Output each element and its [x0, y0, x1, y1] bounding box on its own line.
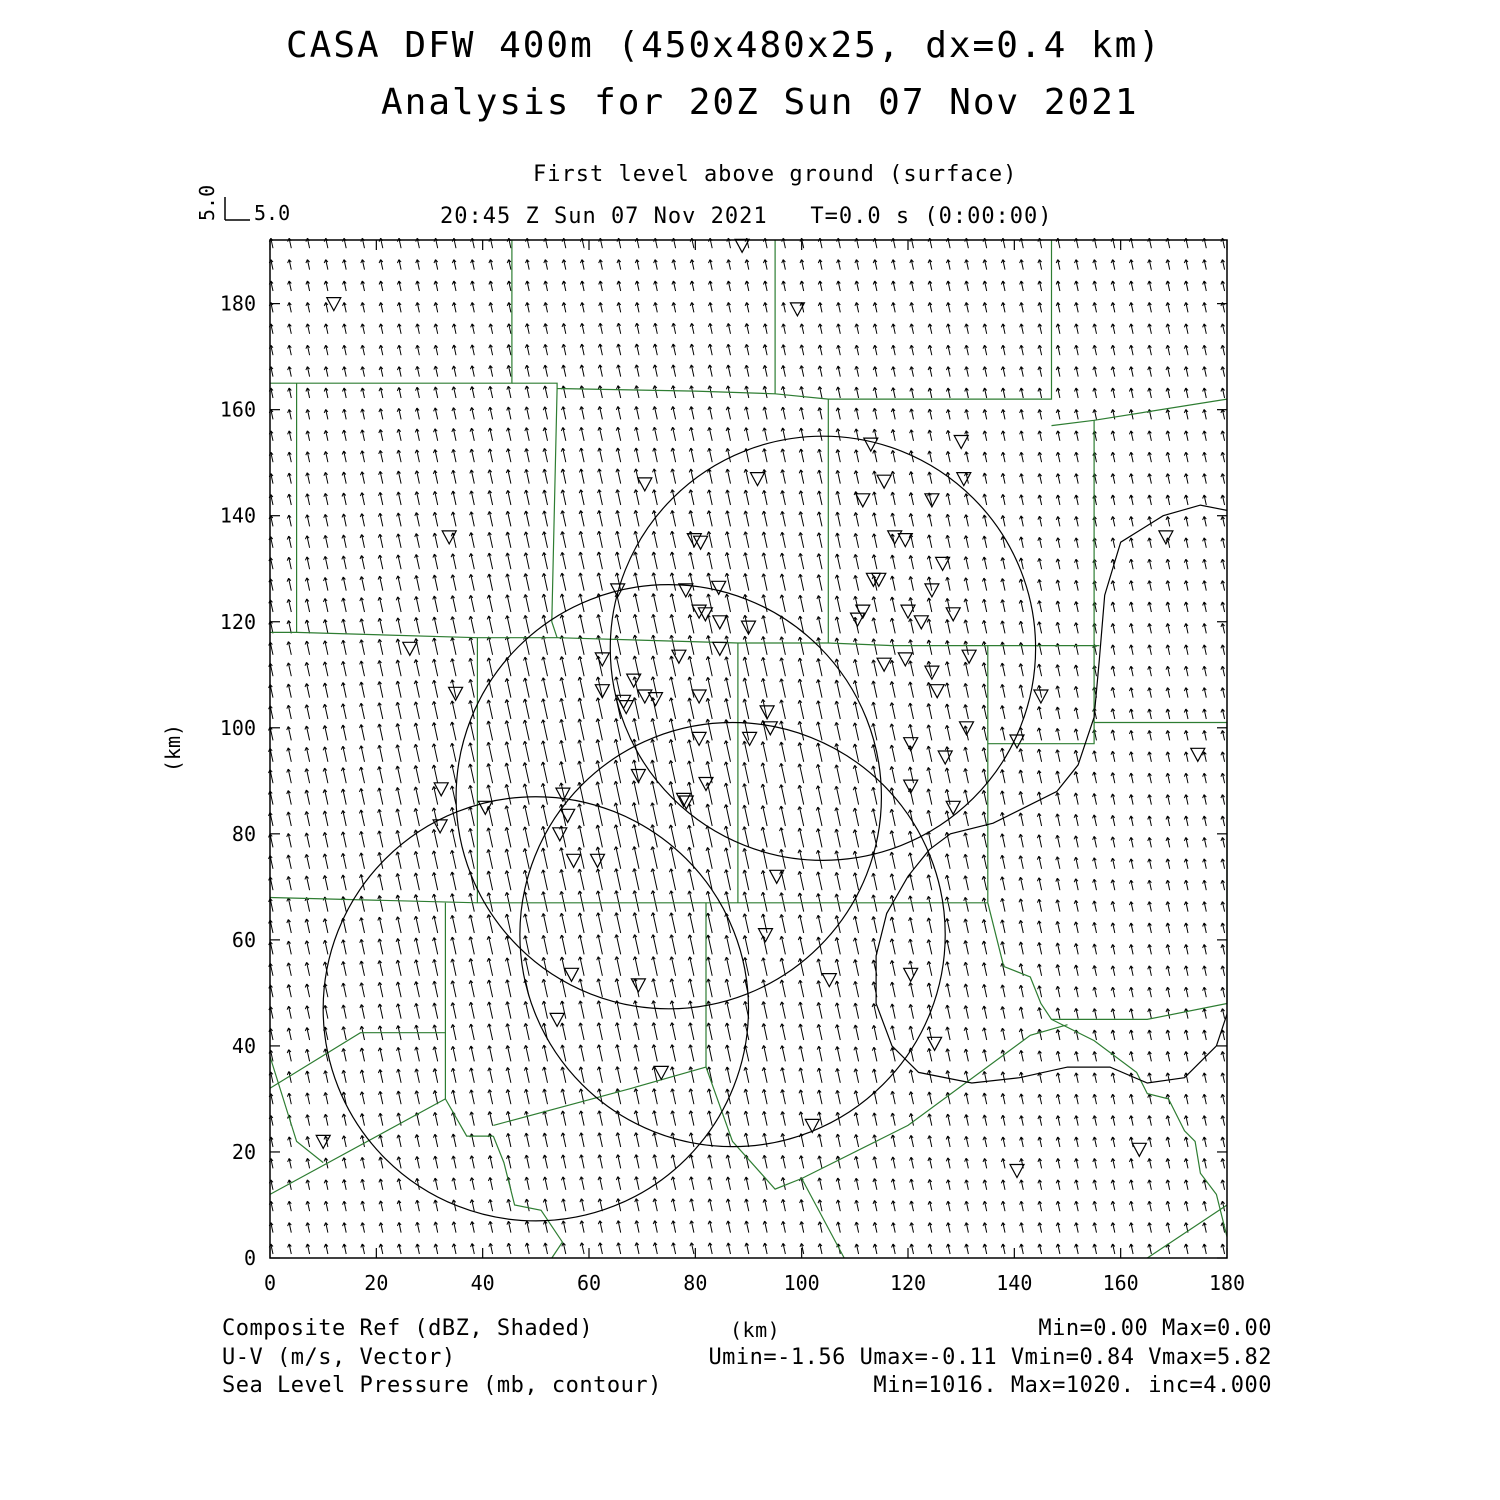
- station-marker: [904, 968, 918, 981]
- county-line: [1052, 1019, 1228, 1236]
- vector-key-v-label: 5.0: [195, 184, 219, 221]
- map-title-line2: Analysis for 20Z Sun 07 Nov 2021: [381, 82, 1139, 123]
- county-line: [552, 389, 557, 638]
- county-line: [493, 1136, 562, 1258]
- y-tick-label: 140: [219, 503, 256, 528]
- station-markers: [316, 239, 1205, 1177]
- station-marker: [403, 642, 417, 655]
- pressure-contours: [323, 436, 1227, 1221]
- station-marker: [877, 475, 891, 488]
- station-marker: [822, 974, 836, 987]
- footer-field2: U-V (m/s, Vector): [222, 1345, 456, 1370]
- station-marker: [694, 536, 708, 549]
- wind-vector-field: [269, 238, 1225, 1254]
- station-marker: [567, 854, 581, 867]
- station-marker: [687, 534, 701, 547]
- x-tick-label: 40: [470, 1271, 495, 1295]
- station-marker: [805, 1119, 819, 1132]
- station-marker: [957, 473, 971, 486]
- station-marker: [638, 690, 652, 703]
- station-marker: [692, 690, 706, 703]
- station-marker: [898, 653, 912, 666]
- county-line: [802, 1179, 845, 1259]
- station-marker: [1159, 531, 1173, 544]
- station-marker: [1010, 1165, 1024, 1178]
- x-tick-label: 180: [1208, 1271, 1246, 1295]
- station-marker: [434, 783, 448, 796]
- county-line: [270, 383, 297, 632]
- y-tick-label: 100: [219, 715, 256, 740]
- vector-key: [195, 185, 290, 225]
- y-tick-label: 20: [231, 1139, 256, 1164]
- station-marker: [327, 298, 341, 311]
- station-marker: [954, 436, 968, 449]
- station-marker: [928, 1037, 942, 1050]
- footer-field1: Composite Ref (dBZ, Shaded): [222, 1316, 594, 1341]
- map-title-line1: CASA DFW 400m (450x480x25, dx=0.4 km): [286, 25, 1162, 66]
- y-tick-label: 60: [231, 927, 256, 952]
- station-marker: [638, 478, 652, 491]
- station-marker: [751, 473, 765, 486]
- station-marker: [962, 650, 976, 663]
- footer-field3-stats: Min=1016. Max=1020. inc=4.000: [873, 1373, 1272, 1398]
- county-line: [1094, 420, 1227, 1003]
- y-tick-label: 40: [231, 1033, 256, 1058]
- station-marker: [759, 929, 773, 942]
- footer-field3: Sea Level Pressure (mb, contour): [222, 1373, 662, 1398]
- x-tick-label: 160: [1102, 1271, 1139, 1295]
- wind-vectors: [269, 238, 1225, 1254]
- x-tick-label: 60: [576, 1271, 602, 1295]
- county-line: [445, 1033, 493, 1136]
- y-tick-label: 120: [219, 609, 256, 634]
- station-marker: [713, 642, 727, 655]
- station-marker: [925, 666, 939, 679]
- station-marker: [595, 653, 609, 666]
- station-marker: [877, 658, 891, 671]
- station-marker: [591, 854, 605, 867]
- x-tick-label: 100: [783, 1271, 820, 1295]
- station-marker: [1132, 1143, 1146, 1156]
- y-axis-label: (km): [161, 723, 185, 773]
- y-tick-label: 0: [243, 1246, 256, 1270]
- county-line: [988, 903, 1227, 1020]
- county-line: [1052, 399, 1228, 426]
- station-marker: [565, 968, 579, 981]
- time-label: 20:45 Z Sun 07 Nov 2021 T=0.0 s (0:00:00): [440, 204, 1053, 229]
- xaxis-unit-label: (km): [730, 1318, 781, 1342]
- station-marker: [553, 828, 567, 841]
- county-line: [512, 240, 1052, 399]
- x-tick-label: 20: [364, 1271, 389, 1295]
- y-tick-label: 180: [219, 291, 256, 316]
- x-tick-label: 140: [996, 1271, 1033, 1295]
- station-marker: [914, 616, 928, 629]
- x-tick-label: 120: [889, 1271, 927, 1295]
- station-marker: [930, 685, 944, 698]
- station-marker: [938, 751, 952, 764]
- station-marker: [946, 608, 960, 621]
- station-marker: [692, 732, 706, 745]
- x-tick-label: 80: [683, 1271, 708, 1295]
- x-tick-label: 0: [263, 1271, 277, 1295]
- level-label: First level above ground (surface): [533, 162, 1018, 187]
- station-marker: [851, 613, 865, 626]
- footer-field1-stats: Min=0.00 Max=0.00: [1038, 1316, 1272, 1341]
- station-marker: [672, 650, 686, 663]
- y-tick-label: 160: [219, 397, 256, 422]
- footer-field2-stats: Umin=-1.56 Umax=-0.11 Vmin=0.84 Vmax=5.82: [708, 1345, 1272, 1370]
- axis-tick-labels: [220, 292, 1245, 1295]
- station-marker: [888, 531, 902, 544]
- vector-key-u-label: 5.0: [254, 201, 291, 225]
- station-marker: [649, 693, 663, 706]
- y-tick-label: 80: [231, 821, 256, 846]
